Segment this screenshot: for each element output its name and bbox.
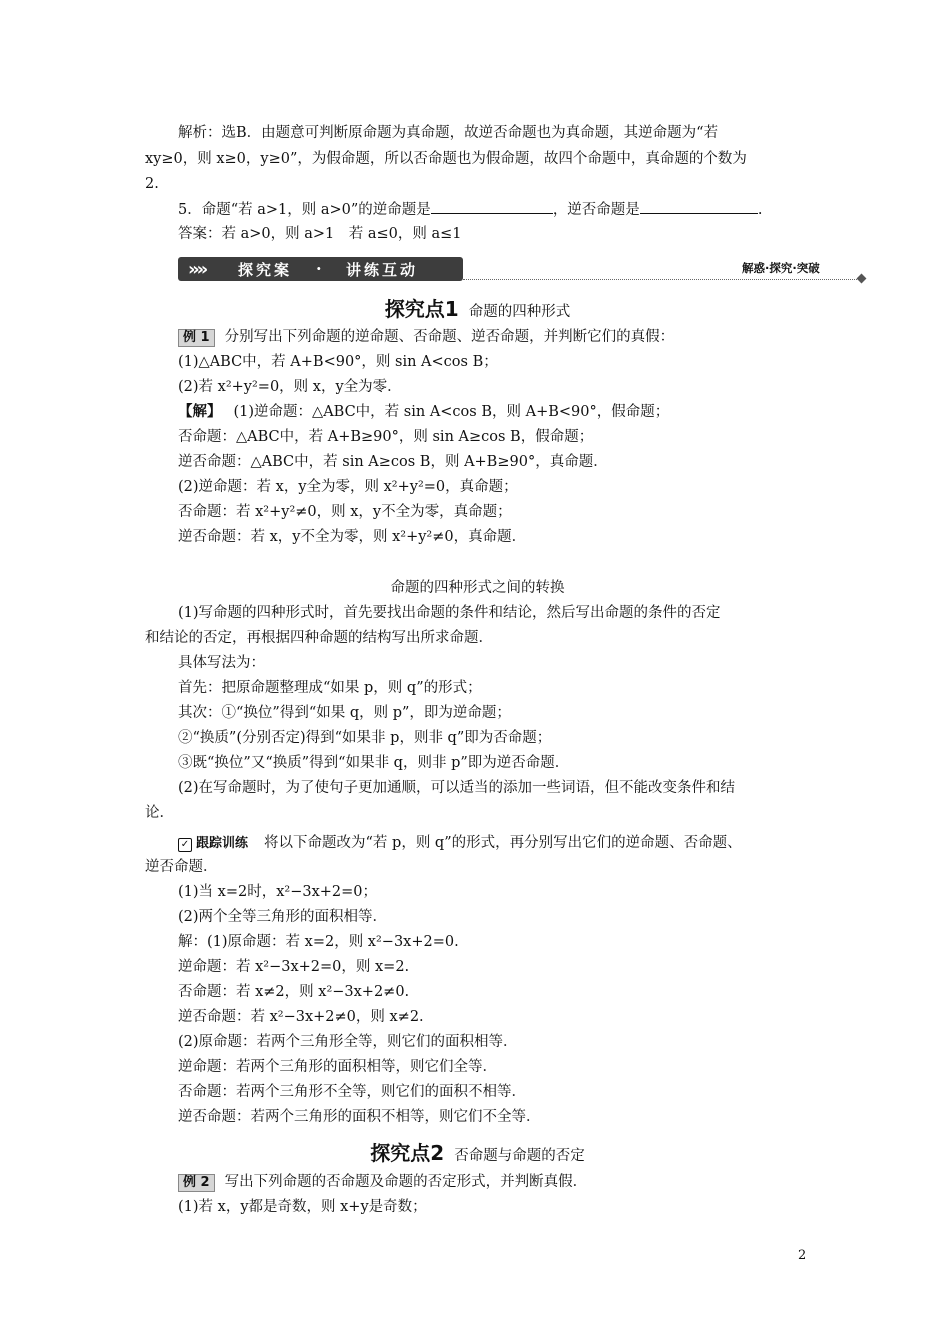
solution-line: 逆否命题：若 x，y不全为零，则 x²+y²≠0，真命题． <box>178 529 527 545</box>
method-title: 命题的四种形式之间的转换 <box>390 580 565 596</box>
answer-blank-1[interactable] <box>431 199 553 214</box>
example-1-text: 分别写出下列命题的逆命题、否命题、逆否命题，并判断它们的真假： <box>224 329 675 345</box>
banner-rule <box>463 279 861 280</box>
answer-5: 答案：若 a>0，则 a>1 若 a≤0，则 a≤1 <box>178 226 462 242</box>
diamond-icon <box>857 274 867 284</box>
method-line: ②“换质”(分别否定)得到“如果非 p，则非 q”即为否命题； <box>178 730 552 746</box>
tracking-line: (2)原命题：若两个三角形全等，则它们的面积相等． <box>178 1034 518 1050</box>
example-1-item-1: (1)△ABC中，若 A+B<90°，则 sin A<cos B； <box>178 354 498 370</box>
example-2-item-1: (1)若 x，y都是奇数，则 x+y是奇数； <box>178 1199 427 1215</box>
method-line: 其次：①“换位”得到“如果 q，则 p”，即为逆命题； <box>178 705 511 721</box>
question-5-part-c: . <box>757 202 763 218</box>
question-5-part-a: 5．命题“若 a>1，则 a>0”的逆命题是 <box>178 202 431 218</box>
tracking-line: (1)当 x=2时，x²−3x+2=0； <box>178 884 377 900</box>
method-line: 论． <box>145 805 174 821</box>
banner-right-label: 讲练互动 <box>346 261 419 279</box>
method-line: (1)写命题的四种形式时，首先要找出命题的条件和结论，然后写出命题的条件的否定 <box>178 605 721 621</box>
question-5-part-b: ，逆否命题是 <box>552 202 640 218</box>
tracking-line: 逆命题：若 x²−3x+2=0，则 x=2. <box>178 959 410 975</box>
method-line: 首先：把原命题整理成“如果 p，则 q”的形式； <box>178 680 482 696</box>
example-2-tag: 例 2 <box>178 1174 215 1192</box>
check-icon: ✓ <box>178 838 192 852</box>
analysis-line-3: 2. <box>145 176 159 192</box>
tracking-tag: 跟踪训练 <box>196 836 249 851</box>
method-line: 具体写法为： <box>178 655 265 671</box>
solution-line: 否命题：若 x²+y²≠0，则 x，y不全为零，真命题； <box>178 504 512 520</box>
section-banner <box>178 257 463 281</box>
example-1-item-2: (2)若 x²+y²=0，则 x，y全为零． <box>178 379 402 395</box>
section-1-heading <box>145 293 810 322</box>
tracking-line: 逆否命题：若两个三角形的面积不相等，则它们不全等． <box>178 1109 541 1125</box>
example-2-stem <box>178 1172 587 1192</box>
tracking-line: 逆命题：若两个三角形的面积相等，则它们全等． <box>178 1059 497 1075</box>
solution-line: (2)逆命题：若 x，y全为零，则 x²+y²=0，真命题； <box>178 479 518 495</box>
method-line: ③既“换位”又“换质”得到“如果非 q，则非 p”即为逆否命题． <box>178 755 570 771</box>
tracking-line: 逆否命题：若 x²−3x+2≠0，则 x≠2. <box>178 1009 424 1025</box>
section-2-title: 探究点2 <box>370 1141 445 1165</box>
tracking-line: (2)两个全等三角形的面积相等． <box>178 909 388 925</box>
section-2-heading <box>145 1137 810 1166</box>
question-5 <box>178 199 762 220</box>
section-2-subtitle: 否命题与命题的否定 <box>454 1148 585 1164</box>
example-2-text: 写出下列命题的否命题及命题的否定形式，并判断真假． <box>224 1174 588 1190</box>
solution-1-text: (1)逆命题：△ABC中，若 sin A<cos B，则 A+B<90°，假命题； <box>233 404 670 420</box>
banner-dot: · <box>316 259 322 278</box>
example-1-stem <box>178 327 674 347</box>
section-1-title: 探究点1 <box>384 297 459 321</box>
tracking-practice-heading <box>178 832 742 853</box>
page-number: 2 <box>798 1248 807 1263</box>
solution-line: 否命题：△ABC中，若 A+B≥90°，则 sin A≥cos B，假命题； <box>178 429 594 445</box>
analysis-line-2: xy≥0，则 x≥0，y≥0”，为假命题，所以否命题也为假命题，故四个命题中，真命题的个数为 <box>145 151 747 167</box>
solution-1-first <box>178 402 669 422</box>
banner-left-label: 探究案 <box>238 261 293 279</box>
tracking-stem-2: 逆否命题． <box>145 859 218 875</box>
tracking-line: 解：(1)原命题：若 x=2，则 x²−3x+2=0. <box>178 934 459 950</box>
solution-line: 逆否命题：△ABC中，若 sin A≥cos B，则 A+B≥90°，真命题． <box>178 454 608 470</box>
tracking-stem: 将以下命题改为“若 p，则 q”的形式，再分别写出它们的逆命题、否命题、 <box>264 835 742 851</box>
analysis-line-1: 解析：选B．由题意可判断原命题为真命题，故逆否命题也为真命题，其逆命题为“若 <box>178 125 719 141</box>
answer-blank-2[interactable] <box>640 199 758 214</box>
solution-tag: 【解】 <box>178 404 222 420</box>
tracking-line: 否命题：若两个三角形不全等，则它们的面积不相等． <box>178 1084 526 1100</box>
method-line: 和结论的否定，再根据四种命题的结构写出所求命题． <box>145 630 493 646</box>
method-line: (2)在写命题时，为了使句子更加通顺，可以适当的添加一些词语，但不能改变条件和结 <box>178 780 736 796</box>
tracking-line: 否命题：若 x≠2，则 x²−3x+2≠0. <box>178 984 410 1000</box>
chevron-double-icon: »» <box>188 259 206 280</box>
example-1-tag: 例 1 <box>178 329 215 347</box>
section-1-subtitle: 命题的四种形式 <box>468 304 571 320</box>
banner-tag: 解惑·探究·突破 <box>742 261 820 275</box>
